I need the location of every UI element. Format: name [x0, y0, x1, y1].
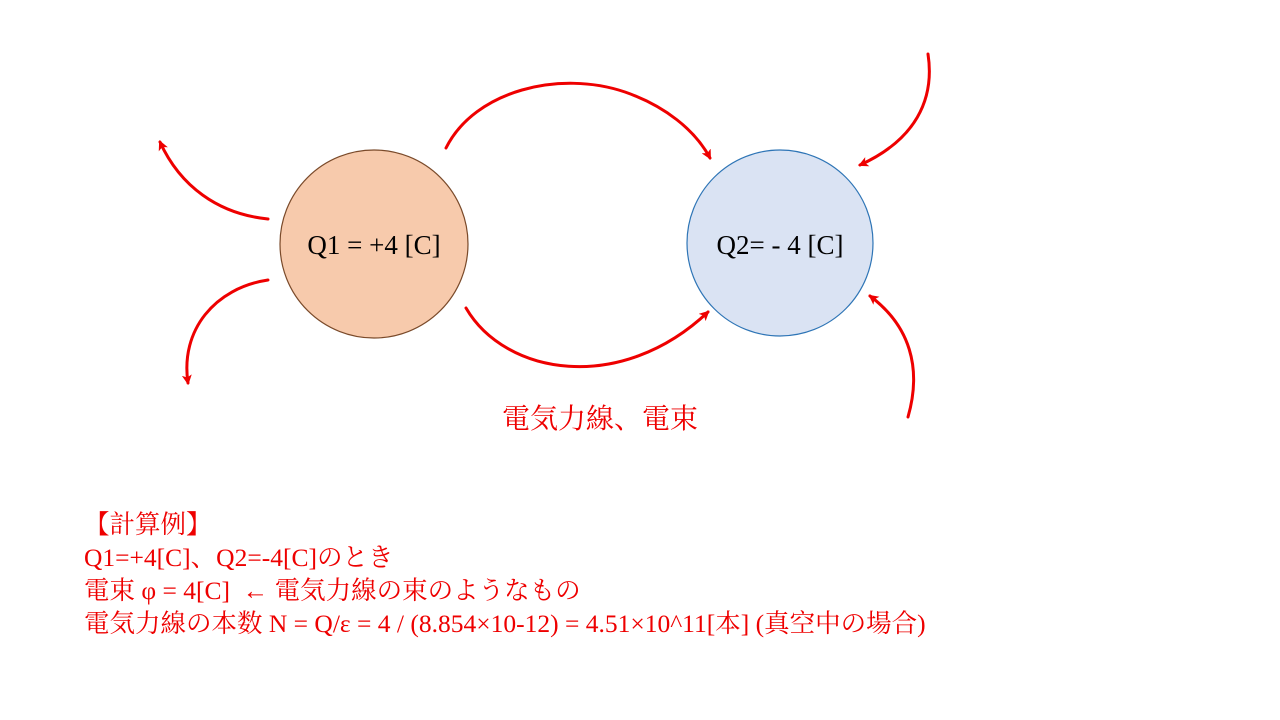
- field-line-q1-upper-left: [160, 142, 268, 219]
- charge-q2: [687, 150, 873, 336]
- field-line-bottom-arc: [466, 308, 708, 367]
- calculation-heading: 【計算例】: [84, 510, 212, 539]
- field-line-q2-lower-right: [870, 296, 914, 417]
- calculation-condition: Q1=+4[C]、Q2=-4[C]のとき: [84, 543, 394, 572]
- charge-q2-label: Q2= - 4 [C]: [716, 230, 844, 260]
- charge-q1-label: Q1 = +4 [C]: [307, 230, 441, 260]
- field-line-top-arc: [446, 83, 710, 158]
- charge-q1: [280, 150, 468, 338]
- field-line-q2-upper-right: [860, 54, 929, 165]
- field-line-q1-lower-left: [187, 280, 268, 383]
- calculation-flux: 電束 φ = 4[C] ← 電気力線の束のようなもの: [84, 576, 581, 605]
- calculation-example: [84, 508, 926, 640]
- diagram-caption: 電気力線、電束: [501, 402, 699, 435]
- calculation-line-count: 電気力線の本数 N = Q/ε = 4 / (8.854×10-12) = 4.51×10^11[本] (真空中の場合): [84, 609, 926, 638]
